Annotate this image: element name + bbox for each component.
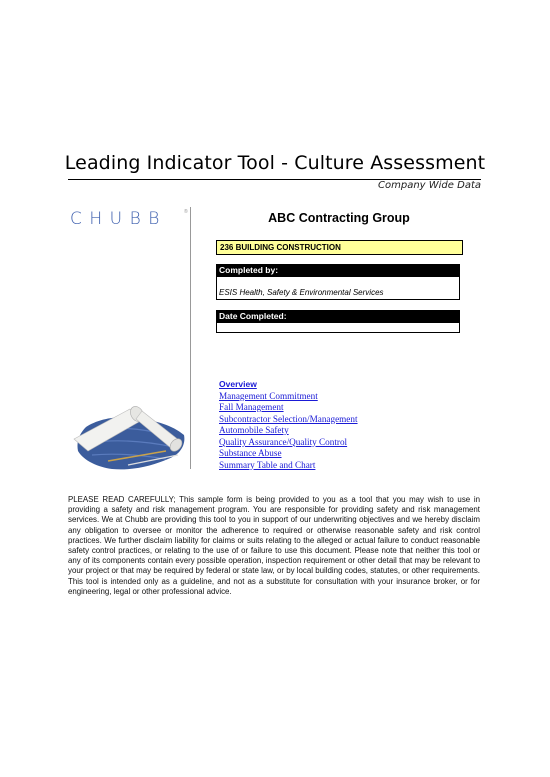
date-completed-label: Date Completed: (216, 310, 460, 322)
completed-by-field[interactable]: ESIS Health, Safety & Environmental Services (216, 276, 460, 300)
company-name: ABC Contracting Group (268, 211, 410, 225)
chubb-logo: CHUBB (70, 209, 167, 229)
page-subtitle: Company Wide Data (378, 180, 481, 191)
vertical-divider (190, 207, 191, 469)
link-fall-management[interactable]: Fall Management (219, 402, 284, 412)
link-summary-table[interactable]: Summary Table and Chart (219, 459, 316, 470)
page-title: Leading Indicator Tool - Culture Assessment (64, 152, 486, 174)
registered-mark: ® (184, 209, 188, 215)
project-field[interactable]: 236 BUILDING CONSTRUCTION (216, 240, 463, 255)
link-substance-abuse[interactable]: Substance Abuse (219, 448, 282, 458)
completed-by-label: Completed by: (216, 264, 460, 276)
link-overview[interactable]: Overview (219, 379, 257, 389)
link-quality-assurance[interactable]: Quality Assurance/Quality Control (219, 436, 348, 447)
link-subcontractor-selection[interactable]: Subcontractor Selection/Management (219, 413, 358, 424)
blueprint-illustration (68, 405, 188, 477)
link-automobile-safety[interactable]: Automobile Safety (219, 425, 289, 435)
disclaimer-text: PLEASE READ CAREFULLY; This sample form is being provided to you as a tool that you may wish to use in providing a safety and risk management program. You are responsible for providing safety and risk management services. We at Chubb are providing this tool to you in support of our underwriting objectives and we hereby disclaim any obligation to oversee or monitor the adherence to required or otherwise reasonable safety and risk control practices. We further disclaim liability for claims or suits relating to the alleged or actual failure to conduct reasonable safety control practices, or relating to the use of or failure to use this document. Please note that neither this tool or any of its components contain every possible operation, inspection requirement or other detail that may be relevant to your project or that may be required by federal or state law, or by local building codes, statutes, or other requirements. This tool is intended only as a guideline, and not as a substitute for consultation with your insurance broker, or for engineering, legal or other professional advice. (68, 495, 480, 596)
link-management-commitment[interactable]: Management Commitment (219, 390, 318, 401)
date-completed-field[interactable] (216, 322, 460, 333)
section-links (219, 379, 358, 471)
